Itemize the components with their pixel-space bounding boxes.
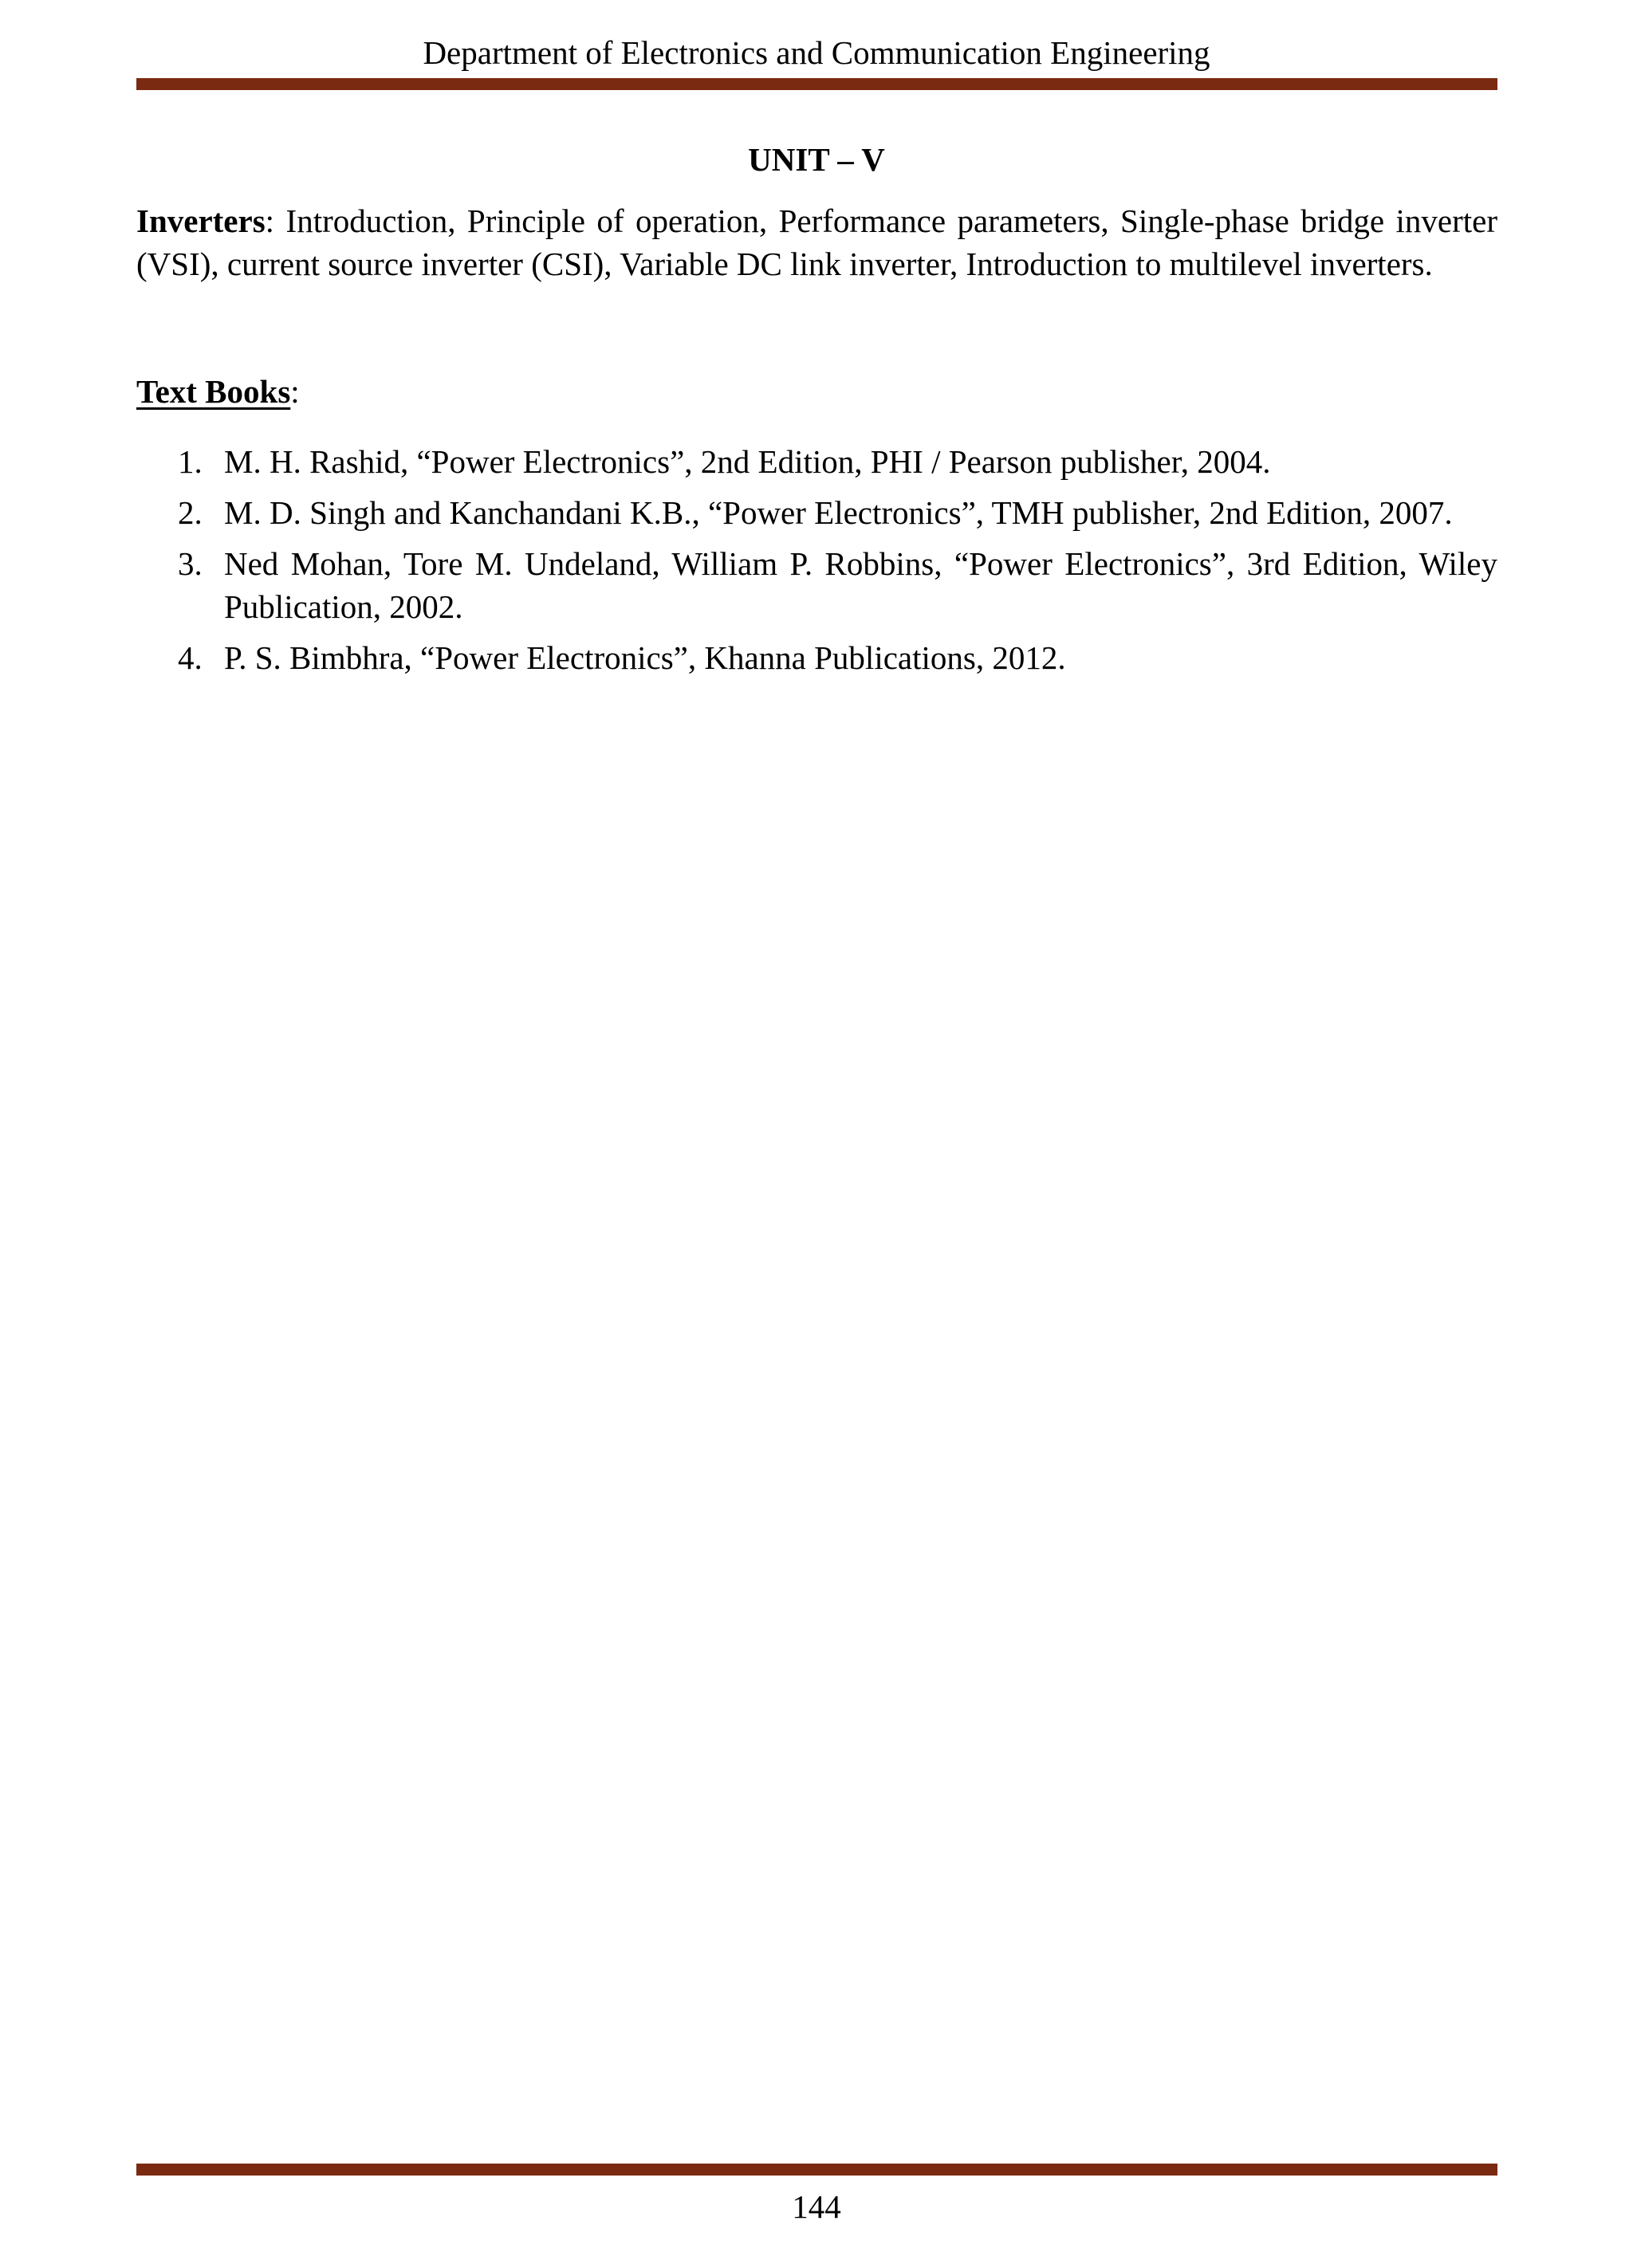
list-item-text: Ned Mohan, Tore M. Undeland, William P. Robbins, “Power Electronics”, 3rd Edition, Wiley Publication, 2002. bbox=[224, 545, 1497, 625]
list-item-number: 3. bbox=[178, 545, 203, 582]
list-item-text: P. S. Bimbhra, “Power Electronics”, Khanna Publications, 2012. bbox=[224, 639, 1066, 676]
list-item-number: 4. bbox=[178, 639, 203, 676]
page-header-title: Department of Electronics and Communication Engineering bbox=[423, 34, 1210, 71]
list-item-text: M. H. Rashid, “Power Electronics”, 2nd Edition, PHI / Pearson publisher, 2004. bbox=[224, 443, 1271, 480]
unit-syllabus-paragraph bbox=[136, 199, 1497, 285]
footer-rule bbox=[136, 2164, 1497, 2176]
unit-heading: UNIT – V bbox=[748, 141, 885, 178]
unit-topic-title: Inverters bbox=[136, 202, 266, 239]
text-books-label: Text Books bbox=[136, 373, 291, 410]
list-item bbox=[136, 636, 1497, 679]
header-rule bbox=[136, 78, 1497, 90]
list-item-number: 1. bbox=[178, 443, 203, 480]
text-books-colon: : bbox=[290, 373, 300, 410]
list-item-text: M. D. Singh and Kanchandani K.B., “Power Electronics”, TMH publisher, 2nd Edition, 2007. bbox=[224, 494, 1453, 531]
unit-topic-description: Introduction, Principle of operation, Performance parameters, Single-phase bridge inverter (VSI), current source inverter (CSI), Variable DC link inverter, Introduction to multilevel inverters. bbox=[136, 202, 1497, 282]
page-number: 144 bbox=[792, 2188, 841, 2225]
list-item bbox=[136, 491, 1497, 534]
list-item bbox=[136, 542, 1497, 628]
unit-topic-colon: : bbox=[265, 202, 275, 239]
list-item-number: 2. bbox=[178, 494, 203, 531]
text-books-heading bbox=[136, 369, 300, 414]
text-books-list bbox=[136, 440, 1497, 687]
list-item bbox=[136, 440, 1497, 483]
